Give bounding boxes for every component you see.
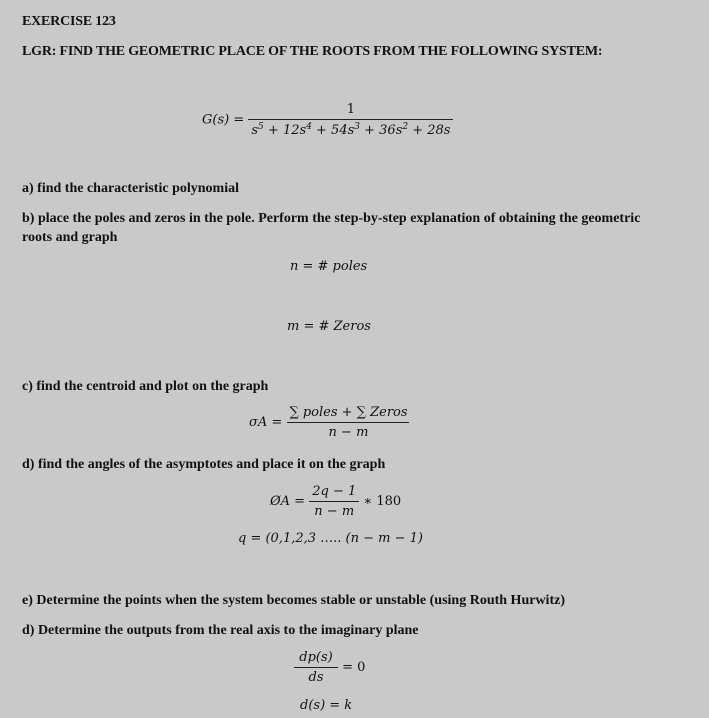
breakaway-fraction — [294, 650, 338, 685]
centroid-lhs: σA = — [249, 415, 283, 430]
transfer-function-fraction — [248, 102, 453, 138]
ds-equation: d(s) = k — [300, 698, 353, 713]
transfer-function-lhs: G(s) = — [202, 112, 245, 128]
part-d-outputs-text: d) Determine the outputs from the real axis to the imaginary plane — [22, 623, 419, 638]
part-c-text: c) find the centroid and plot on the graph — [22, 379, 269, 394]
task-title: LGR: FIND THE GEOMETRIC PLACE OF THE ROOTS FROM THE FOLLOWING SYSTEM: — [22, 44, 603, 59]
equation-m-zeros: m = # Zeros — [287, 319, 371, 334]
exercise-title: EXERCISE 123 — [22, 14, 116, 29]
part-b-text: b) place the poles and zeros in the pole. Perform the step-by-step explanation of obtaining the geometric roots and graph — [22, 211, 641, 245]
asymptote-numerator: 2q − 1 — [312, 484, 357, 499]
centroid-denominator: n − m — [287, 422, 409, 440]
equation-n-poles: n = # poles — [290, 259, 368, 274]
asymptote-denominator: n − m — [309, 501, 359, 519]
centroid-numerator: ∑ poles + ∑ Zeros — [289, 405, 408, 420]
asymptote-lhs: ØA = — [270, 494, 306, 509]
breakaway-numerator: dp(s) — [299, 650, 333, 665]
transfer-function-denominator: $s^5 + 12s^4 + 54s^3 + 36s^2 + 28s$ — [248, 119, 453, 138]
q-values-equation: q = (0,1,2,3 ….. (n − m − 1) — [238, 531, 423, 546]
part-a-text: a) find the characteristic polynomial — [22, 181, 239, 196]
breakaway-denominator: ds — [294, 667, 338, 685]
transfer-function-numerator: 1 — [346, 102, 356, 117]
asymptote-fraction — [309, 484, 359, 519]
asymptote-rhs: ∗ 180 — [363, 494, 402, 509]
transfer-function — [202, 102, 453, 138]
centroid-fraction — [286, 405, 410, 440]
part-d-angles-text: d) find the angles of the asymptotes and place it on the graph — [22, 457, 386, 472]
part-e-text: e) Determine the points when the system becomes stable or unstable (using Routh Hurwitz) — [22, 593, 565, 608]
asymptote-formula — [270, 484, 401, 519]
breakaway-formula — [294, 650, 365, 685]
centroid-formula — [249, 405, 411, 440]
breakaway-rhs: = 0 — [342, 660, 366, 675]
